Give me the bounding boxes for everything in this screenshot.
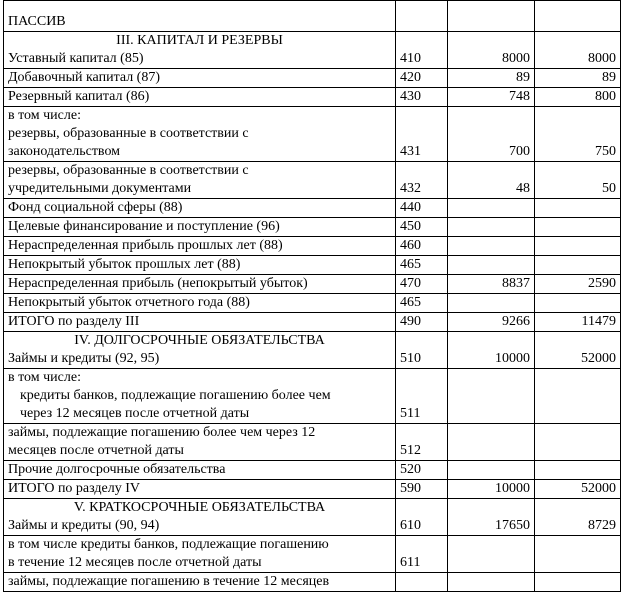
row-end-value xyxy=(535,218,621,237)
row-label: Займы и кредиты (90, 94) xyxy=(8,518,160,533)
row-label: займы, подлежащие погашению в течение 12 месяцев xyxy=(4,573,396,592)
row-label-line: в том числе кредиты банков, подлежащие погашению xyxy=(8,537,329,552)
row-code: 511 xyxy=(396,369,448,424)
row-label: Нераспределенная прибыль прошлых лет (88) xyxy=(4,237,396,256)
row-code: 611 xyxy=(396,536,448,573)
row-end-value xyxy=(535,256,621,275)
row-start-value: 700 xyxy=(448,107,535,162)
section-row xyxy=(4,32,621,69)
row-label: Резервный капитал (86) xyxy=(4,88,396,107)
including-label: в том числе: xyxy=(8,370,81,385)
including-label: в том числе: xyxy=(8,108,81,123)
row-label-multiline xyxy=(4,369,396,424)
row-start-value: 48 xyxy=(448,162,535,199)
row-label-line: займы, подлежащие погашению более чем через 12 xyxy=(8,425,316,440)
section-title: V. КРАТКОСРОЧНЫЕ ОБЯЗАТЕЛЬСТВА xyxy=(73,500,326,515)
row-code: 512 xyxy=(396,424,448,461)
row-end-value xyxy=(535,294,621,313)
row-end-value: 750 xyxy=(535,107,621,162)
row-code: 520 xyxy=(396,461,448,480)
row-label: Прочие долгосрочные обязательства xyxy=(4,461,396,480)
row-label-multiline xyxy=(4,424,396,461)
row-code: 610 xyxy=(396,499,448,536)
section-cell xyxy=(4,332,396,369)
table-row xyxy=(4,294,621,313)
table-row xyxy=(4,237,621,256)
table-row xyxy=(4,218,621,237)
row-start-value xyxy=(448,256,535,275)
row-code: 450 xyxy=(396,218,448,237)
row-start-value: 748 xyxy=(448,88,535,107)
row-code: 465 xyxy=(396,256,448,275)
row-label-line: резервы, образованные в соответствии с xyxy=(8,163,249,178)
row-code: 460 xyxy=(396,237,448,256)
row-label-line: через 12 месяцев после отчетной даты xyxy=(20,406,250,421)
table-row xyxy=(4,536,621,573)
row-label-multiline xyxy=(4,536,396,573)
section-cell xyxy=(4,499,396,536)
row-label: Непокрытый убыток отчетного года (88) xyxy=(4,294,396,313)
row-start-value: 10000 xyxy=(448,480,535,499)
row-label-line: учредительными документами xyxy=(8,181,192,196)
section-title: IV. ДОЛГОСРОЧНЫЕ ОБЯЗАТЕЛЬСТВА xyxy=(74,333,325,348)
row-label-multiline xyxy=(4,162,396,199)
row-end-value xyxy=(535,199,621,218)
row-start-value: 10000 xyxy=(448,332,535,369)
table-row xyxy=(4,369,621,424)
row-end-value: 52000 xyxy=(535,480,621,499)
table-row xyxy=(4,199,621,218)
row-label: ИТОГО по разделу III xyxy=(4,313,396,332)
row-label: Займы и кредиты (92, 95) xyxy=(8,351,160,366)
section-cell xyxy=(4,32,396,69)
row-start-value: 8000 xyxy=(448,32,535,69)
row-start-value: 8837 xyxy=(448,275,535,294)
row-end-value xyxy=(535,237,621,256)
total-row xyxy=(4,480,621,499)
row-end-value: 8729 xyxy=(535,499,621,536)
row-end-value: 50 xyxy=(535,162,621,199)
row-code: 470 xyxy=(396,275,448,294)
row-label: Целевые финансирование и поступление (96) xyxy=(4,218,396,237)
row-end-value: 2590 xyxy=(535,275,621,294)
row-label: Добавочный капитал (87) xyxy=(4,69,396,88)
row-label-line: кредиты банков, подлежащие погашению более чем xyxy=(20,388,331,403)
row-code: 440 xyxy=(396,199,448,218)
row-start-value xyxy=(448,237,535,256)
row-code: 432 xyxy=(396,162,448,199)
row-code: 420 xyxy=(396,69,448,88)
table-row xyxy=(4,162,621,199)
section-row xyxy=(4,332,621,369)
total-row xyxy=(4,313,621,332)
row-label: Нераспределенная прибыль (непокрытый убыток) xyxy=(4,275,396,294)
row-label: Уставный капитал (85) xyxy=(8,51,144,66)
row-label-line: в течение 12 месяцев после отчетной даты xyxy=(8,555,262,570)
row-start-value: 9266 xyxy=(448,313,535,332)
row-start-value xyxy=(448,199,535,218)
row-end-value: 52000 xyxy=(535,332,621,369)
row-label-line: законодательством xyxy=(8,144,121,159)
table-row xyxy=(4,573,621,592)
row-end-value: 8000 xyxy=(535,32,621,69)
row-label: ИТОГО по разделу IV xyxy=(4,480,396,499)
section-title: III. КАПИТАЛ И РЕЗЕРВЫ xyxy=(116,33,283,48)
row-end-value: 800 xyxy=(535,88,621,107)
row-label: Непокрытый убыток прошлых лет (88) xyxy=(4,256,396,275)
row-code: 590 xyxy=(396,480,448,499)
table-row xyxy=(4,424,621,461)
table-row xyxy=(4,107,621,162)
table-row xyxy=(4,88,621,107)
row-label-multiline xyxy=(4,107,396,162)
row-start-value: 17650 xyxy=(448,499,535,536)
table-row xyxy=(4,256,621,275)
table-row xyxy=(4,275,621,294)
row-end-value: 11479 xyxy=(535,313,621,332)
row-start-value xyxy=(448,294,535,313)
balance-liabilities-table xyxy=(3,0,621,592)
row-code: 510 xyxy=(396,332,448,369)
row-code: 410 xyxy=(396,32,448,69)
row-code: 431 xyxy=(396,107,448,162)
table-row xyxy=(4,461,621,480)
liabilities-heading: ПАССИВ xyxy=(4,1,396,32)
row-label-line: резервы, образованные в соответствии с xyxy=(8,126,249,141)
row-label-line: месяцев после отчетной даты xyxy=(8,443,184,458)
row-end-value: 89 xyxy=(535,69,621,88)
row-start-value: 89 xyxy=(448,69,535,88)
table-row xyxy=(4,69,621,88)
row-code: 465 xyxy=(396,294,448,313)
row-label: Фонд социальной сферы (88) xyxy=(4,199,396,218)
table-header-row xyxy=(4,1,621,32)
row-start-value xyxy=(448,218,535,237)
row-code: 490 xyxy=(396,313,448,332)
row-code: 430 xyxy=(396,88,448,107)
section-row xyxy=(4,499,621,536)
